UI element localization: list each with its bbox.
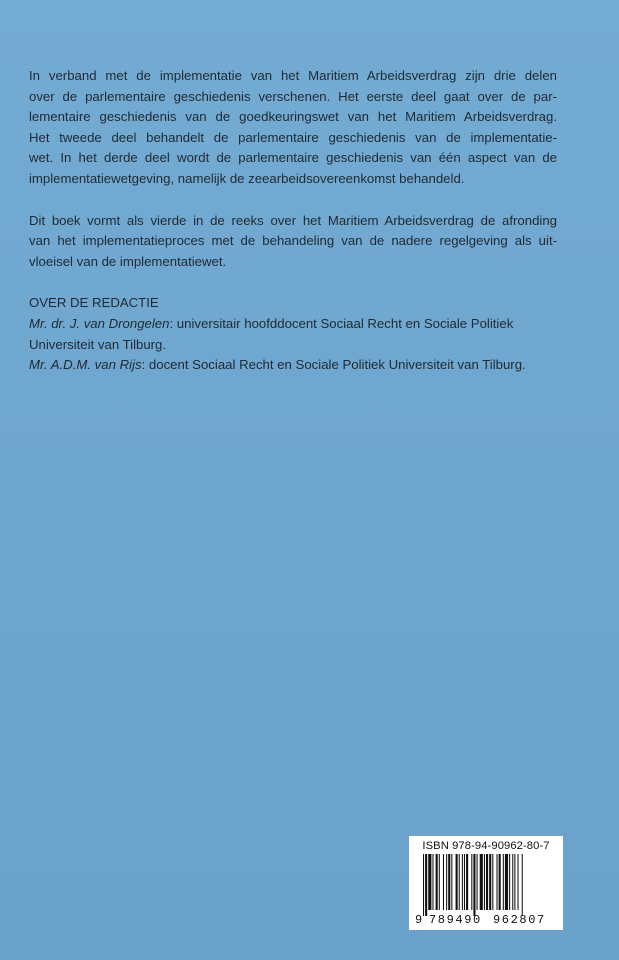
barcode-bar bbox=[518, 854, 519, 910]
barcode-bar bbox=[489, 854, 491, 910]
text-line: over de parlementaire geschiedenis verschenen. Het eerste deel gaat over de par- bbox=[29, 88, 557, 104]
barcode-bar bbox=[462, 854, 463, 910]
barcode-bars-icon bbox=[415, 854, 557, 918]
editor-2-description: : docent Sociaal Recht en Sociale Politiek Universiteit van Tilburg. bbox=[141, 357, 526, 373]
barcode-bar bbox=[464, 854, 465, 910]
barcode-bar bbox=[505, 854, 508, 910]
editor-1-description: : universitair hoofddocent Sociaal Recht en Sociale Politiek bbox=[169, 315, 514, 331]
text-line: Het tweede deel behandelt de parlementaire geschiedenis van de implementatie- bbox=[29, 129, 557, 145]
barcode-bar bbox=[436, 854, 438, 910]
barcode-digits-left: 789490 bbox=[429, 913, 482, 927]
barcode-bar bbox=[448, 854, 450, 910]
barcode-bar bbox=[423, 854, 424, 916]
text-line: vloeisel van de implementatiewet. bbox=[29, 253, 227, 269]
barcode-digit-first: 9 bbox=[415, 913, 423, 927]
barcode-bar bbox=[477, 854, 478, 910]
barcode-bar bbox=[522, 854, 523, 916]
barcode-bar bbox=[425, 854, 427, 916]
blurb-text bbox=[29, 66, 557, 376]
barcode-bar bbox=[473, 854, 475, 916]
text-line: van het implementatieproces met de behandeling van de nadere regelgeving als uit- bbox=[29, 233, 557, 249]
editor-2-name: Mr. A.D.M. van Rijs bbox=[29, 357, 142, 373]
barcode-bar bbox=[514, 854, 515, 910]
text-line: implementatiewetgeving, namelijk de zeearbeidsovereenkomst behandeld. bbox=[29, 170, 465, 186]
barcode-bar bbox=[456, 854, 458, 910]
text-line: lementaire geschiedenis van de goedkeuringswet van het Maritiem Arbeidsverdrag. bbox=[29, 109, 557, 125]
barcode-bar bbox=[486, 854, 488, 910]
barcode-bar bbox=[432, 854, 433, 910]
barcode-bar bbox=[497, 854, 498, 910]
barcode-bar bbox=[492, 854, 493, 910]
barcode-digits-right: 962807 bbox=[493, 913, 546, 927]
barcode-bar bbox=[512, 854, 513, 910]
barcode-bar bbox=[484, 854, 485, 910]
editor-1-affiliation: Universiteit van Tilburg. bbox=[29, 336, 167, 352]
isbn-barcode bbox=[409, 836, 563, 930]
editor-1-name: Mr. dr. J. van Drongelen bbox=[29, 315, 170, 331]
editor-1 bbox=[29, 314, 557, 335]
barcode-bar bbox=[509, 854, 510, 910]
barcode-bar bbox=[503, 854, 504, 910]
barcode-bar bbox=[446, 854, 447, 910]
paragraph-series bbox=[29, 211, 557, 273]
barcode-bar bbox=[471, 854, 472, 910]
text-line: Dit boek vormt als vierde in de reeks over het Maritiem Arbeidsverdrag de afronding bbox=[29, 212, 557, 228]
barcode-bar bbox=[428, 854, 431, 910]
barcode-bar bbox=[499, 854, 501, 910]
text-line: In verband met de implementatie van het Maritiem Arbeidsverdrag zijn drie delen bbox=[29, 68, 557, 83]
editors-section bbox=[29, 293, 557, 375]
barcode-bar bbox=[451, 854, 452, 910]
editor-2 bbox=[29, 355, 557, 376]
text-line: wet. In het derde deel wordt de parlementaire geschiedenis van één aspect van de bbox=[29, 150, 557, 166]
isbn-label: ISBN 978-94-90962-80-7 bbox=[422, 840, 550, 852]
barcode-bar bbox=[443, 854, 444, 910]
barcode-bar bbox=[459, 854, 460, 910]
editors-heading: OVER DE REDACTIE bbox=[29, 295, 159, 311]
paragraph-intro bbox=[29, 66, 557, 190]
barcode-bar bbox=[480, 854, 483, 910]
barcode-bar bbox=[466, 854, 468, 910]
barcode-bar bbox=[439, 854, 440, 910]
